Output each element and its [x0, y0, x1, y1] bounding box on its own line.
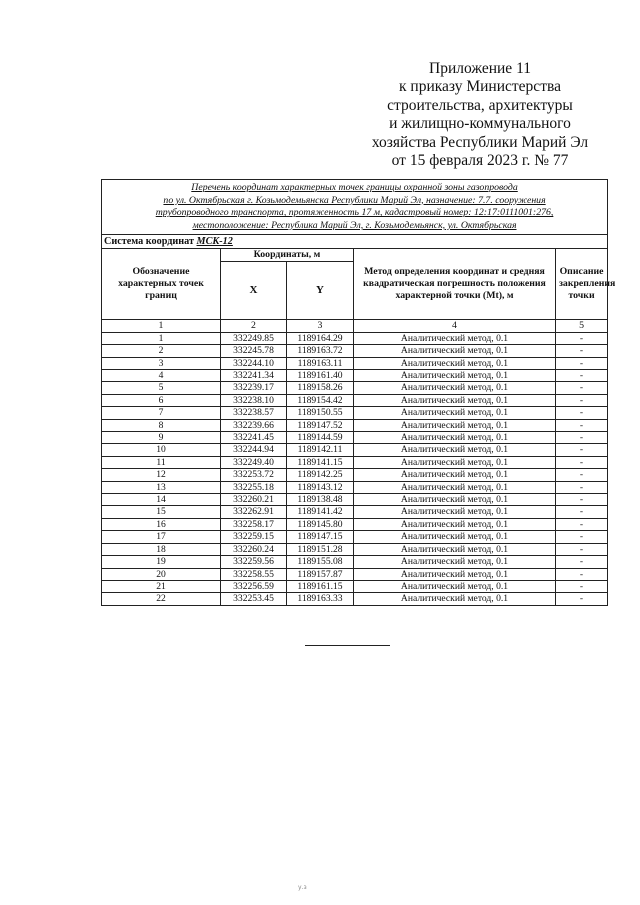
- y-coordinate-cell: 1189142.11: [287, 444, 354, 456]
- table-row: [102, 382, 608, 394]
- column-number: 2: [221, 320, 287, 332]
- description-cell: -: [556, 357, 608, 369]
- x-coordinate-cell: 332259.15: [221, 531, 287, 543]
- x-coordinate-cell: 332253.45: [221, 593, 287, 605]
- description-cell: -: [556, 543, 608, 555]
- description-cell: -: [556, 481, 608, 493]
- column-number: 4: [354, 320, 556, 332]
- description-cell: -: [556, 568, 608, 580]
- y-coordinate-cell: 1189143.12: [287, 481, 354, 493]
- table-row: [102, 419, 608, 431]
- point-number-cell: 5: [102, 382, 221, 394]
- description-cell: -: [556, 345, 608, 357]
- method-cell: Аналитический метод, 0.1: [354, 456, 556, 468]
- method-cell: Аналитический метод, 0.1: [354, 407, 556, 419]
- coordinate-system: [102, 235, 608, 249]
- method-cell: Аналитический метод, 0.1: [354, 568, 556, 580]
- table-title-line: по ул. Октябрьская г. Козьмодемьянска Республики Марий Эл, назначение: 7.7. сооружения: [163, 194, 546, 206]
- method-cell: Аналитический метод, 0.1: [354, 494, 556, 506]
- table-row: [102, 531, 608, 543]
- point-number-cell: 7: [102, 407, 221, 419]
- x-coordinate-cell: 332262.91: [221, 506, 287, 518]
- closing-rule: [305, 645, 390, 646]
- table-row: [102, 345, 608, 357]
- table-row: [102, 407, 608, 419]
- description-cell: -: [556, 518, 608, 530]
- x-coordinate-cell: 332253.72: [221, 469, 287, 481]
- method-cell: Аналитический метод, 0.1: [354, 531, 556, 543]
- point-number-cell: 15: [102, 506, 221, 518]
- point-number-cell: 19: [102, 556, 221, 568]
- point-number-cell: 22: [102, 593, 221, 605]
- point-number-cell: 3: [102, 357, 221, 369]
- y-coordinate-cell: 1189158.26: [287, 382, 354, 394]
- x-coordinate-cell: 332258.55: [221, 568, 287, 580]
- y-coordinate-cell: 1189157.87: [287, 568, 354, 580]
- x-coordinate-cell: 332260.21: [221, 494, 287, 506]
- x-coordinate-cell: 332249.40: [221, 456, 287, 468]
- y-coordinate-cell: 1189154.42: [287, 394, 354, 406]
- table-title-line: местоположение: Республика Марий Эл, г. Козьмодемьянск, ул. Октябрьская: [192, 219, 517, 231]
- method-cell: Аналитический метод, 0.1: [354, 593, 556, 605]
- table-row: [102, 506, 608, 518]
- table-row: [102, 543, 608, 555]
- description-cell: -: [556, 382, 608, 394]
- appendix-line: к приказу Министерства: [399, 78, 561, 96]
- x-coordinate-cell: 332255.18: [221, 481, 287, 493]
- point-number-cell: 9: [102, 432, 221, 444]
- method-cell: Аналитический метод, 0.1: [354, 469, 556, 481]
- y-coordinate-cell: 1189151.28: [287, 543, 354, 555]
- y-coordinate-cell: 1189138.48: [287, 494, 354, 506]
- table-title: [102, 180, 608, 235]
- table-row: [102, 568, 608, 580]
- y-coordinate-cell: 1189163.72: [287, 345, 354, 357]
- header-method: Метод определения координат и средняя квадратическая погрешность положения характерной точки (Mt), м: [354, 249, 556, 320]
- appendix-line: строительства, архитектуры: [387, 96, 573, 114]
- table-row: [102, 494, 608, 506]
- method-cell: Аналитический метод, 0.1: [354, 518, 556, 530]
- y-coordinate-cell: 1189163.11: [287, 357, 354, 369]
- method-cell: Аналитический метод, 0.1: [354, 432, 556, 444]
- description-cell: -: [556, 332, 608, 344]
- header-y: Y: [287, 262, 354, 320]
- appendix-line: хозяйства Республики Марий Эл: [371, 133, 589, 151]
- description-cell: -: [556, 469, 608, 481]
- point-number-cell: 2: [102, 345, 221, 357]
- y-coordinate-cell: 1189147.52: [287, 419, 354, 431]
- x-coordinate-cell: 332258.17: [221, 518, 287, 530]
- table-row: [102, 481, 608, 493]
- description-cell: -: [556, 444, 608, 456]
- method-cell: Аналитический метод, 0.1: [354, 543, 556, 555]
- x-coordinate-cell: 332241.34: [221, 370, 287, 382]
- x-coordinate-cell: 332241.45: [221, 432, 287, 444]
- point-number-cell: 4: [102, 370, 221, 382]
- x-coordinate-cell: 332239.66: [221, 419, 287, 431]
- y-coordinate-cell: 1189163.33: [287, 593, 354, 605]
- point-number-cell: 16: [102, 518, 221, 530]
- coordinate-system-label: Система координат: [104, 236, 194, 248]
- x-coordinate-cell: 332238.57: [221, 407, 287, 419]
- method-cell: Аналитический метод, 0.1: [354, 382, 556, 394]
- method-cell: Аналитический метод, 0.1: [354, 332, 556, 344]
- x-coordinate-cell: 332260.24: [221, 543, 287, 555]
- description-cell: -: [556, 556, 608, 568]
- appendix-header: [356, 60, 604, 170]
- point-number-cell: 1: [102, 332, 221, 344]
- table-row: [102, 332, 608, 344]
- table-row: [102, 432, 608, 444]
- y-coordinate-cell: 1189155.08: [287, 556, 354, 568]
- table-title-line: трубопроводного транспорта, протяженность 17 м, кадастровый номер: 12:17:0111001:276,: [155, 207, 554, 219]
- point-number-cell: 14: [102, 494, 221, 506]
- point-number-cell: 12: [102, 469, 221, 481]
- y-coordinate-cell: 1189150.55: [287, 407, 354, 419]
- method-cell: Аналитический метод, 0.1: [354, 345, 556, 357]
- x-coordinate-cell: 332244.94: [221, 444, 287, 456]
- appendix-line: от 15 февраля 2023 г. № 77: [391, 152, 569, 170]
- method-cell: Аналитический метод, 0.1: [354, 506, 556, 518]
- y-coordinate-cell: 1189161.40: [287, 370, 354, 382]
- method-cell: Аналитический метод, 0.1: [354, 580, 556, 592]
- description-cell: -: [556, 394, 608, 406]
- table-row: [102, 469, 608, 481]
- description-cell: -: [556, 593, 608, 605]
- description-cell: -: [556, 506, 608, 518]
- method-cell: Аналитический метод, 0.1: [354, 419, 556, 431]
- point-number-cell: 11: [102, 456, 221, 468]
- column-number: 5: [556, 320, 608, 332]
- point-number-cell: 6: [102, 394, 221, 406]
- table-row: [102, 580, 608, 592]
- x-coordinate-cell: 332244.10: [221, 357, 287, 369]
- description-cell: -: [556, 432, 608, 444]
- y-coordinate-cell: 1189161.15: [287, 580, 354, 592]
- footer-mark: у.з: [298, 884, 307, 891]
- table-row: [102, 444, 608, 456]
- table-row: [102, 518, 608, 530]
- x-coordinate-cell: 332249.85: [221, 332, 287, 344]
- y-coordinate-cell: 1189142.25: [287, 469, 354, 481]
- description-cell: -: [556, 456, 608, 468]
- method-cell: Аналитический метод, 0.1: [354, 357, 556, 369]
- header-description: Описание закрепления точки: [556, 249, 608, 320]
- y-coordinate-cell: 1189147.15: [287, 531, 354, 543]
- header-point-designation: Обозначение характерных точек границ: [102, 249, 221, 320]
- description-cell: -: [556, 580, 608, 592]
- point-number-cell: 13: [102, 481, 221, 493]
- column-number: 3: [287, 320, 354, 332]
- x-coordinate-cell: 332238.10: [221, 394, 287, 406]
- y-coordinate-cell: 1189141.42: [287, 506, 354, 518]
- method-cell: Аналитический метод, 0.1: [354, 394, 556, 406]
- y-coordinate-cell: 1189144.59: [287, 432, 354, 444]
- method-cell: Аналитический метод, 0.1: [354, 556, 556, 568]
- x-coordinate-cell: 332259.56: [221, 556, 287, 568]
- point-number-cell: 8: [102, 419, 221, 431]
- table-row: [102, 357, 608, 369]
- method-cell: Аналитический метод, 0.1: [354, 370, 556, 382]
- table-title-line: Перечень координат характерных точек границы охранной зоны газопровода: [191, 182, 518, 193]
- y-coordinate-cell: 1189145.80: [287, 518, 354, 530]
- table-row: [102, 394, 608, 406]
- table-row: [102, 456, 608, 468]
- table-row: [102, 370, 608, 382]
- description-cell: -: [556, 419, 608, 431]
- point-number-cell: 21: [102, 580, 221, 592]
- header-x: X: [221, 262, 287, 320]
- description-cell: -: [556, 494, 608, 506]
- point-number-cell: 20: [102, 568, 221, 580]
- x-coordinate-cell: 332239.17: [221, 382, 287, 394]
- coordinates-table: [101, 179, 616, 606]
- table-row: [102, 593, 608, 605]
- method-cell: Аналитический метод, 0.1: [354, 444, 556, 456]
- header-coordinates: Координаты, м: [221, 249, 354, 262]
- point-number-cell: 17: [102, 531, 221, 543]
- appendix-line: Приложение 11: [429, 60, 531, 77]
- table-row: [102, 556, 608, 568]
- x-coordinate-cell: 332256.59: [221, 580, 287, 592]
- point-number-cell: 10: [102, 444, 221, 456]
- description-cell: -: [556, 370, 608, 382]
- coordinate-system-value: МСК-12: [196, 236, 233, 248]
- point-number-cell: 18: [102, 543, 221, 555]
- method-cell: Аналитический метод, 0.1: [354, 481, 556, 493]
- column-number: 1: [102, 320, 221, 332]
- appendix-line: и жилищно-коммунального: [389, 115, 571, 133]
- description-cell: -: [556, 407, 608, 419]
- x-coordinate-cell: 332245.78: [221, 345, 287, 357]
- y-coordinate-cell: 1189141.15: [287, 456, 354, 468]
- description-cell: -: [556, 531, 608, 543]
- y-coordinate-cell: 1189164.29: [287, 332, 354, 344]
